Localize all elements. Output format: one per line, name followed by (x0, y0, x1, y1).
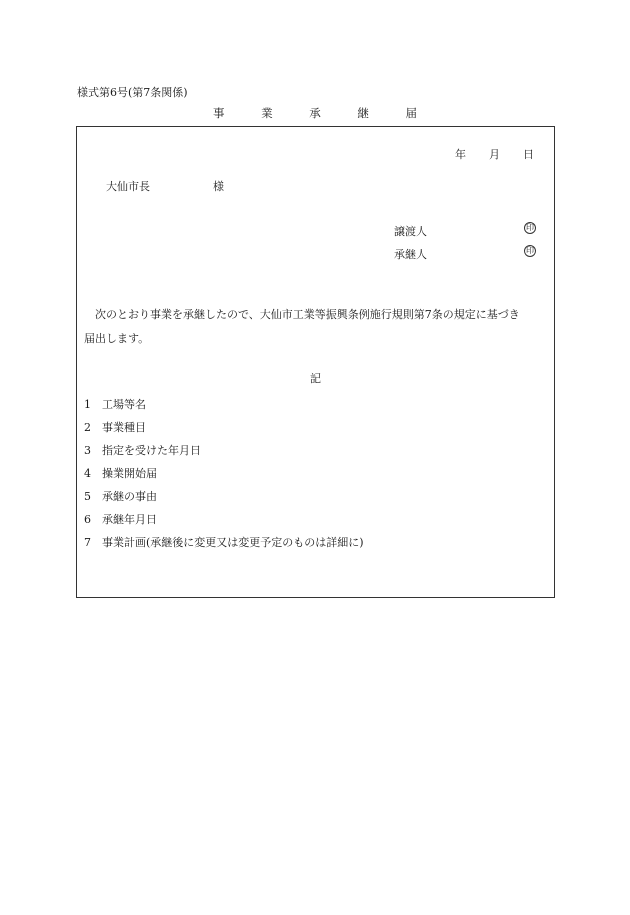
list-item (84, 490, 364, 513)
list-item (84, 421, 364, 444)
title-char: 承 (309, 106, 321, 120)
item-label: 工場等名 (102, 398, 146, 411)
item-label: 承継の事由 (102, 490, 157, 503)
transferor-label: 譲渡人 (394, 225, 427, 238)
title-char: 継 (357, 106, 369, 120)
date-day-label: 日 (523, 148, 534, 161)
addressee-name: 大仙市長 (106, 180, 150, 193)
item-label: 承継年月日 (102, 513, 157, 526)
item-label: 事業計画(承継後に変更又は変更予定のものは詳細に) (102, 536, 364, 549)
item-number: 7 (84, 536, 91, 549)
addressee-suffix: 様 (213, 180, 224, 193)
form-reference: 様式第6号(第7条関係) (77, 86, 188, 99)
list-item (84, 444, 364, 467)
ki-heading: 記 (310, 372, 321, 385)
title-char: 事 (213, 106, 225, 120)
item-label: 指定を受けた年月日 (102, 444, 201, 457)
item-number: 1 (84, 398, 91, 411)
document-title (213, 105, 417, 121)
body-line-2: 届出します。 (84, 332, 150, 345)
title-char: 業 (261, 106, 273, 120)
list-item (84, 398, 364, 421)
date-month-label: 月 (489, 148, 500, 161)
list-item (84, 513, 364, 536)
seal-mark-icon: 印 (526, 246, 534, 255)
date-year-label: 年 (455, 148, 466, 161)
item-list (84, 398, 364, 559)
item-number: 2 (84, 421, 91, 434)
item-label: 操業開始届 (102, 467, 157, 480)
item-number: 5 (84, 490, 91, 503)
seal-mark-icon: 印 (526, 223, 534, 232)
date-line (455, 146, 534, 162)
title-char: 届 (405, 106, 417, 120)
body-line-1: 次のとおり事業を承継したので、大仙市工業等振興条例施行規則第7条の規定に基づき (95, 308, 520, 321)
successor-label: 承継人 (394, 248, 427, 261)
body-paragraph (84, 303, 554, 351)
item-label: 事業種目 (102, 421, 146, 434)
list-item (84, 467, 364, 490)
list-item (84, 536, 364, 559)
item-number: 4 (84, 467, 91, 480)
item-number: 3 (84, 444, 91, 457)
item-number: 6 (84, 513, 91, 526)
